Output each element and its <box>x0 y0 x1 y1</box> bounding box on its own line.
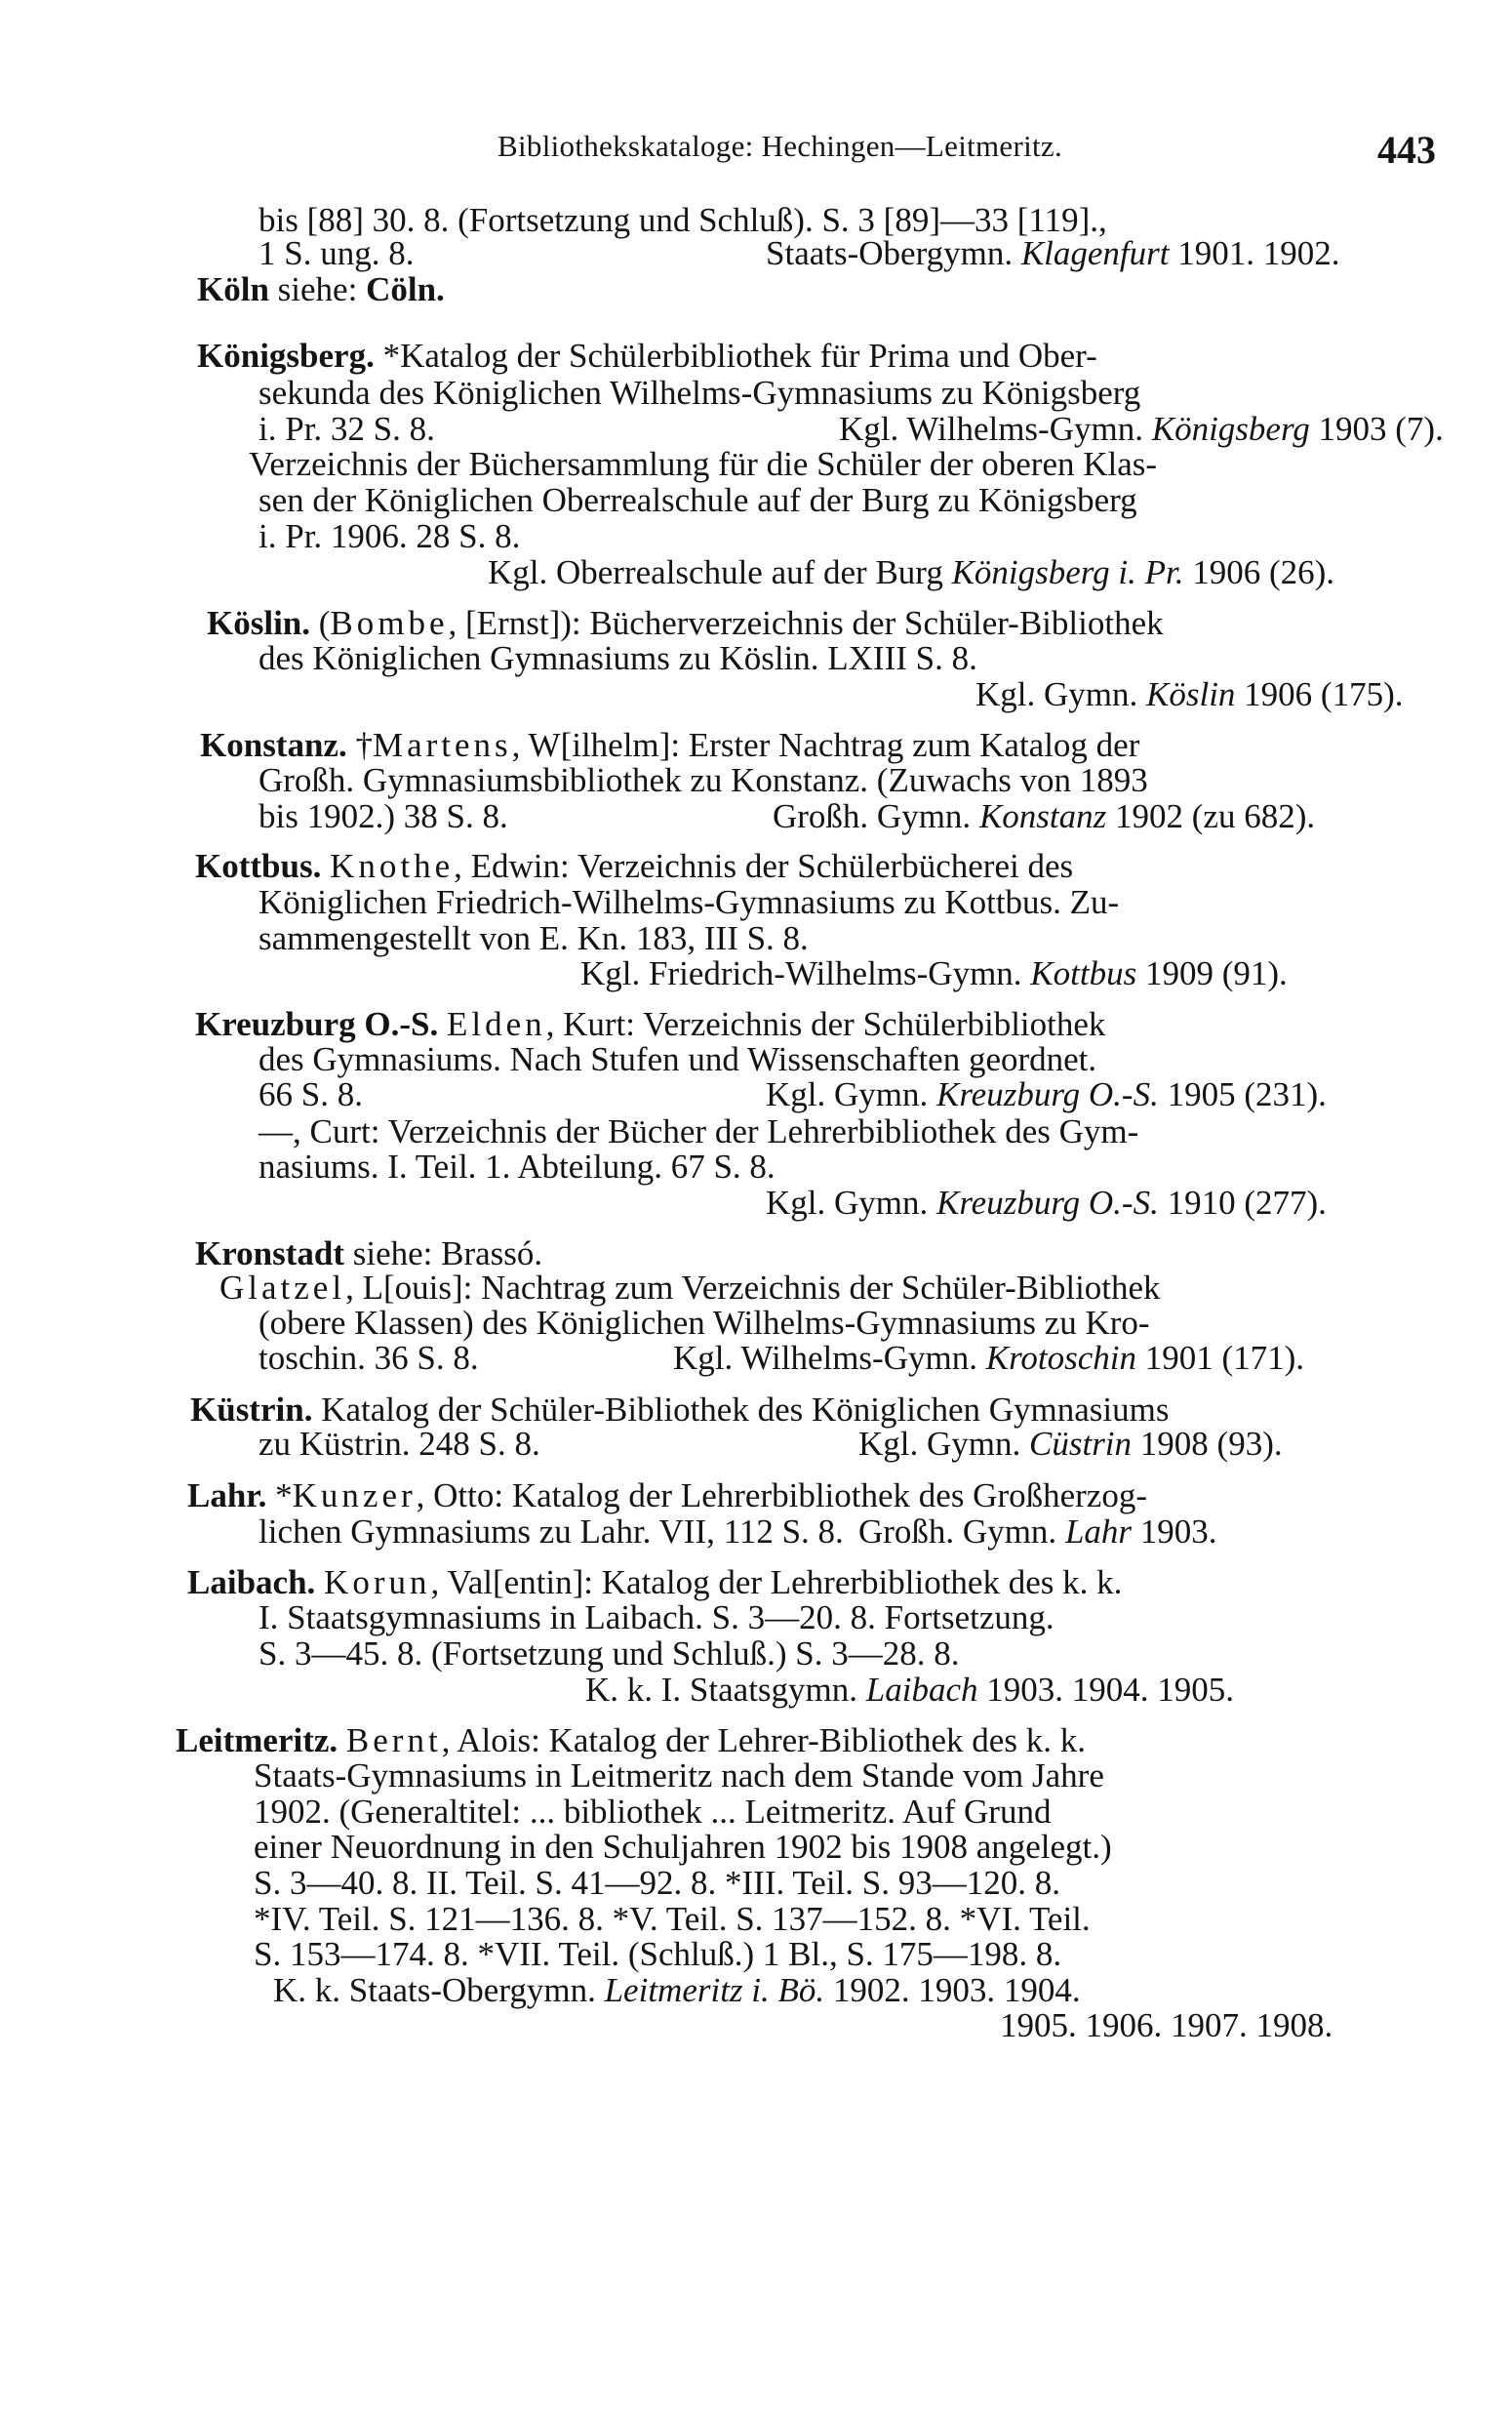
text-line <box>259 1148 776 1187</box>
text-segment: des Königlichen Gymnasiums zu Köslin. LXIII S. 8. <box>259 639 977 677</box>
text-line <box>254 1900 1091 1939</box>
entry-heading: Küstrin. <box>190 1391 313 1429</box>
text-line <box>1000 2006 1333 2045</box>
text-segment <box>315 1563 324 1601</box>
text-line <box>858 1425 1283 1464</box>
text-segment: Großh. Gymn. <box>858 1512 1065 1551</box>
text-line <box>176 1721 1086 1760</box>
entry-heading: Kronstadt <box>195 1234 344 1272</box>
text-line <box>259 1112 1138 1151</box>
text-segment <box>438 1005 447 1043</box>
text-segment: 1902. 1903. 1904. <box>824 1971 1081 2009</box>
text-line <box>195 847 1073 886</box>
entry-heading: Laibach. <box>187 1563 316 1601</box>
text-line <box>259 761 1148 800</box>
place-name: Klagenfurt <box>1020 234 1170 272</box>
text-segment: 1901 (171). <box>1136 1339 1305 1377</box>
text-segment: Kgl. Friedrich-Wilhelms-Gymn. <box>580 954 1031 992</box>
place-name: Königsberg <box>1151 410 1310 448</box>
text-segment: zu Küstrin. 248 S. 8. <box>259 1425 540 1463</box>
text-segment: , L[ouis]: Nachtrag zum Verzeichnis der Schüler-Bibliothek <box>345 1269 1161 1307</box>
author-name: Glatzel <box>219 1269 346 1307</box>
place-name: Lahr <box>1064 1512 1133 1551</box>
text-segment: , Kurt: Verzeichnis der Schülerbibliothek <box>545 1005 1106 1043</box>
place-name: Kreuzburg O.-S. <box>936 1184 1159 1222</box>
text-segment: † <box>346 726 373 764</box>
text-segment: S. 153—174. 8. *VII. Teil. (Schluß.) 1 Bl., S. 175—198. 8. <box>254 1935 1062 1973</box>
entry-heading: Lahr. <box>187 1476 267 1514</box>
entry-heading: Konstanz. <box>200 726 347 764</box>
text-segment: 1905. 1906. 1907. 1908. <box>1000 2006 1333 2044</box>
text-line <box>259 481 1137 520</box>
text-segment: Kgl. Gymn. <box>858 1425 1029 1463</box>
author-name: Martens <box>372 726 512 764</box>
text-segment: 66 S. 8. <box>259 1075 363 1113</box>
text-segment: Kgl. Wilhelms-Gymn. <box>839 410 1152 448</box>
text-line <box>580 954 1288 993</box>
text-segment: Großh. Gymnasiumsbibliothek zu Konstanz. (Zuwachs von 1893 <box>259 761 1148 799</box>
author-name: Korun <box>324 1563 431 1601</box>
text-line <box>766 1184 1327 1223</box>
text-line <box>254 1828 1112 1867</box>
text-segment: 1903. 1904. 1905. <box>977 1671 1234 1709</box>
text-segment: 1 S. ung. 8. <box>259 234 415 272</box>
text-segment: einer Neuordnung in den Schuljahren 1902 bis 1908 angelegt.) <box>254 1828 1112 1866</box>
text-segment: *IV. Teil. S. 121—136. 8. *V. Teil. S. 137—152. 8. *VI. Teil. <box>254 1900 1091 1938</box>
text-segment <box>321 847 330 885</box>
place-name: Cüstrin <box>1029 1425 1133 1463</box>
text-line <box>254 1756 1104 1795</box>
entry-heading: Köln <box>197 270 269 308</box>
place-name: Kreuzburg O.-S. <box>936 1075 1159 1113</box>
text-line <box>254 1935 1061 1974</box>
text-segment: , [Ernst]): Bücherverzeichnis der Schüler-Bibliothek <box>448 604 1164 642</box>
text-segment: Kgl. Oberrealschule auf der Burg <box>488 553 952 591</box>
entry-heading: Cöln. <box>366 270 445 308</box>
text-line <box>187 1563 1122 1602</box>
text-line <box>259 374 1140 413</box>
text-line <box>200 726 1139 765</box>
text-line <box>219 1269 1161 1308</box>
text-segment: 1906 (26). <box>1183 553 1335 591</box>
text-segment: Großh. Gymn. <box>773 797 979 835</box>
text-line <box>766 1075 1327 1114</box>
text-segment: 1903 (7). <box>1309 410 1444 448</box>
text-segment: Kgl. Gymn. <box>975 675 1146 713</box>
place-name: Krotoschin <box>985 1339 1136 1377</box>
text-segment: 1908 (93). <box>1132 1425 1283 1463</box>
text-segment: Verzeichnis der Büchersammlung für die Schüler der oberen Klas- <box>249 445 1158 483</box>
author-name: Bombe <box>330 604 449 642</box>
text-line <box>259 883 1119 922</box>
text-segment: I. Staatsgymnasiums in Laibach. S. 3—20. 8. Fortsetzung. <box>259 1598 1054 1636</box>
author-name: Knothe <box>330 847 455 885</box>
text-line <box>187 1476 1147 1515</box>
text-line <box>259 639 977 678</box>
text-line <box>259 1304 1150 1343</box>
text-segment: 1903. <box>1132 1512 1217 1551</box>
text-line <box>259 1598 1054 1637</box>
place-name: Königsberg i. Pr. <box>951 553 1184 591</box>
text-segment: K. k. Staats-Obergymn. <box>273 1971 605 2009</box>
text-segment: 1905 (231). <box>1158 1075 1327 1113</box>
text-line <box>259 1075 363 1114</box>
text-segment: , Val[entin]: Katalog der Lehrerbibliothek des k. k. <box>430 1563 1123 1601</box>
text-line <box>273 1971 1081 2010</box>
text-line <box>975 675 1403 714</box>
text-segment: lichen Gymnasiums zu Lahr. VII, 112 S. 8. <box>259 1512 844 1551</box>
text-segment: *Katalog der Schülerbibliothek für Prima und Ober- <box>374 337 1097 375</box>
place-name: Leitmeritz i. Bö. <box>604 1971 825 2009</box>
text-segment: 1910 (277). <box>1158 1184 1327 1222</box>
text-line <box>673 1339 1304 1378</box>
text-segment: Kgl. Gymn. <box>766 1075 936 1113</box>
text-line <box>254 1793 1051 1832</box>
entry-heading: Kottbus. <box>195 847 322 885</box>
entry-heading: Kreuzburg O.-S. <box>195 1005 439 1043</box>
text-segment: i. Pr. 32 S. 8. <box>259 410 435 448</box>
text-segment: sekunda des Königlichen Wilhelms-Gymnasiums zu Königsberg <box>259 374 1141 412</box>
text-line <box>839 410 1444 449</box>
text-line <box>259 1040 1096 1079</box>
text-segment <box>338 1721 346 1759</box>
text-segment: S. 3—40. 8. II. Teil. S. 41—92. 8. *III. Teil. S. 93—120. 8. <box>254 1864 1060 1902</box>
text-line <box>197 337 1097 376</box>
place-name: Konstanz <box>978 797 1107 835</box>
text-segment: , Otto: Katalog der Lehrerbibliothek des Großherzog- <box>416 1476 1147 1514</box>
text-line <box>190 1391 1169 1430</box>
text-segment: ( <box>310 604 331 642</box>
text-segment: , Alois: Katalog der Lehrer-Bibliothek des k. k. <box>441 1721 1086 1759</box>
text-segment: 1902 (zu 682). <box>1106 797 1316 835</box>
text-segment: i. Pr. 1906. 28 S. 8. <box>259 517 521 555</box>
text-segment: 1902. (Generaltitel: ... bibliothek ... Leitmeritz. Auf Grund <box>254 1793 1052 1831</box>
text-segment: Staats-Obergymn. <box>766 234 1021 272</box>
text-line <box>773 797 1315 836</box>
text-segment: nasiums. I. Teil. 1. Abteilung. 67 S. 8. <box>259 1148 776 1186</box>
text-segment: Kgl. Gymn. <box>766 1184 936 1222</box>
text-segment: Staats-Gymnasiums in Leitmeritz nach dem Stande vom Jahre <box>254 1756 1104 1795</box>
text-line <box>259 1512 844 1552</box>
text-line <box>207 604 1164 643</box>
place-name: Kottbus <box>1030 954 1137 992</box>
text-segment: des Gymnasiums. Nach Stufen und Wissenschaften geordnet. <box>259 1040 1097 1078</box>
text-segment: Königlichen Friedrich-Wilhelms-Gymnasiums zu Kottbus. Zu- <box>259 883 1120 921</box>
author-name: Kunzer <box>292 1476 417 1514</box>
place-name: Köslin <box>1146 675 1236 713</box>
text-line <box>259 919 809 958</box>
text-segment: 1909 (91). <box>1136 954 1288 992</box>
text-segment: toschin. 36 S. 8. <box>259 1339 479 1377</box>
text-line <box>259 1634 959 1674</box>
text-line <box>254 1864 1060 1903</box>
text-segment: * <box>266 1476 293 1514</box>
text-segment: 1901. 1902. <box>1169 234 1340 272</box>
text-segment: siehe: <box>268 270 367 308</box>
text-line <box>488 553 1334 592</box>
text-line <box>249 445 1157 484</box>
text-line <box>259 410 435 449</box>
text-segment: 1906 (175). <box>1235 675 1404 713</box>
text-segment: S. 3—45. 8. (Fortsetzung und Schluß.) S. 3—28. 8. <box>259 1634 960 1673</box>
text-line <box>195 1234 542 1273</box>
entry-heading: Leitmeritz. <box>176 1721 338 1759</box>
entry-heading: Köslin. <box>207 604 311 642</box>
text-line <box>197 270 445 309</box>
text-line <box>259 1339 479 1378</box>
text-line <box>259 1425 540 1464</box>
text-line <box>858 1512 1217 1552</box>
text-segment: (obere Klassen) des Königlichen Wilhelms-Gymnasiums zu Kro- <box>259 1304 1150 1342</box>
text-segment: Kgl. Wilhelms-Gymn. <box>673 1339 986 1377</box>
text-line <box>195 1005 1105 1044</box>
text-segment: bis 1902.) 38 S. 8. <box>259 797 508 835</box>
text-segment: , W[ilhelm]: Erster Nachtrag zum Katalog der <box>511 726 1140 764</box>
text-segment: sen der Königlichen Oberrealschule auf der Burg zu Königsberg <box>259 481 1137 519</box>
place-name: Laibach <box>865 1671 978 1709</box>
text-line <box>585 1671 1234 1710</box>
text-segment: bis [88] 30. 8. (Fortsetzung und Schluß). S. 3 [89]—33 [119]., <box>259 201 1107 239</box>
text-segment: siehe: Brassó. <box>344 1234 543 1272</box>
author-name: Bernt <box>345 1721 442 1759</box>
text-segment: sammengestellt von E. Kn. 183, III S. 8. <box>259 919 809 957</box>
text-line <box>259 797 508 836</box>
text-segment: K. k. I. Staatsgymn. <box>585 1671 866 1709</box>
text-segment: —, Curt: Verzeichnis der Bücher der Lehrerbibliothek des Gym- <box>259 1112 1139 1150</box>
text-line <box>766 234 1340 273</box>
text-line <box>259 234 414 273</box>
entry-heading: Königsberg. <box>197 337 375 375</box>
text-segment: Katalog der Schüler-Bibliothek des Königlichen Gymnasiums <box>312 1391 1170 1429</box>
running-header: Bibliothekskataloge: Hechingen—Leitmeritz. <box>497 129 1063 163</box>
text-segment: , Edwin: Verzeichnis der Schülerbücherei des <box>454 847 1074 885</box>
page-number: 443 <box>1377 128 1436 172</box>
author-name: Elden <box>446 1005 546 1043</box>
text-line <box>259 517 520 556</box>
